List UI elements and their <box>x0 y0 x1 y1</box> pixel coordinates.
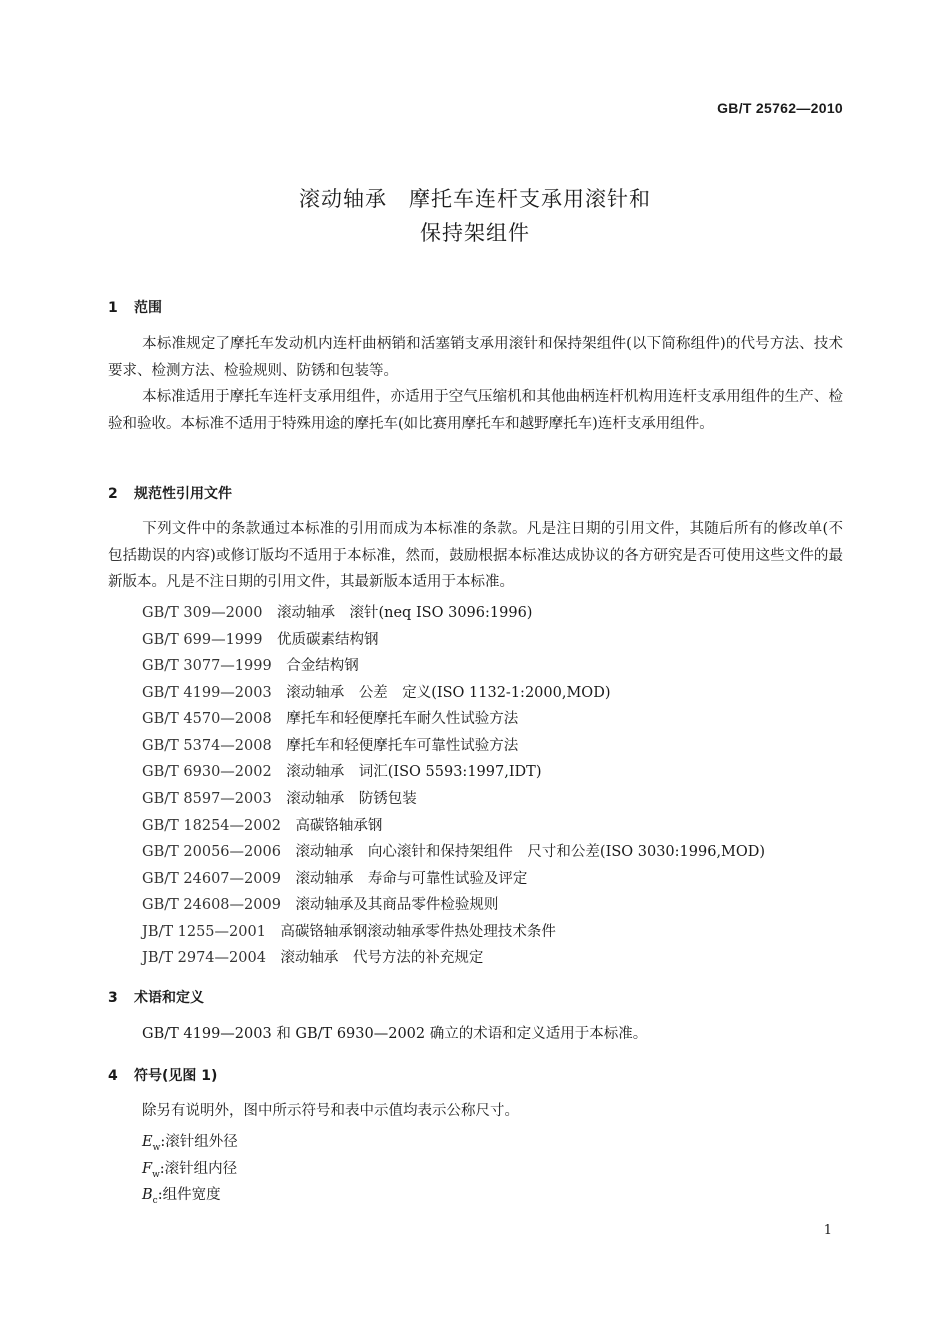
reference-item: JB/T 2974—2004 滚动轴承 代号方法的补充规定 <box>142 950 484 966</box>
section-title: 规范性引用文件 <box>134 486 232 502</box>
section-1-paragraph-2: 本标准适用于摩托车连杆支承用组件，亦适用于空气压缩机和其他曲柄连杆机构用连杆支承用组件的生产、检验和验收。本标准不适用于特殊用途的摩托车(如比赛用摩托车和越野摩托车)连杆支承用组件。 <box>108 389 843 432</box>
reference-item: GB/T 6930—2002 滚动轴承 词汇(ISO 5593:1997,IDT) <box>142 764 542 780</box>
section-number: 2 <box>108 486 118 502</box>
section-4-paragraph-1: 除另有说明外，图中所示符号和表中示值均表示公称尺寸。 <box>142 1103 519 1119</box>
symbol-definition: $B_c$:组件宽度 <box>142 1187 221 1206</box>
reference-item: GB/T 24608—2009 滚动轴承及其商品零件检验规则 <box>142 897 499 913</box>
section-1-paragraph-1: 本标准规定了摩托车发动机内连杆曲柄销和活塞销支承用滚针和保持架组件(以下简称组件)的代号方法、技术要求、检测方法、检验规则、防锈和包装等。 <box>108 336 843 379</box>
symbol-definition: $F_w$:滚针组内径 <box>142 1161 238 1180</box>
reference-item: GB/T 20056—2006 滚动轴承 向心滚针和保持架组件 尺寸和公差(ISO 3030:1996,MOD) <box>142 844 766 860</box>
section-2-paragraph-1: 下列文件中的条款通过本标准的引用而成为本标准的条款。凡是注日期的引用文件，其随后所有的修改单(不包括勘误的内容)或修订版均不适用于本标准，然而，鼓励根据本标准达成协议的各方研究是否可使用这些文件的最新版本。凡是不注日期的引用文件，其最新版本适用于本标准。 <box>108 521 843 590</box>
section-2-heading <box>108 483 232 503</box>
reference-item: GB/T 699—1999 优质碳素结构钢 <box>142 632 379 648</box>
section-4-heading <box>108 1065 217 1085</box>
symbol-definition: $E_w$:滚针组外径 <box>142 1134 238 1153</box>
section-number: 4 <box>108 1068 118 1084</box>
section-title: 符号(见图 1) <box>134 1068 218 1084</box>
section-1-heading <box>108 297 162 317</box>
section-title: 范围 <box>134 300 162 316</box>
reference-item: GB/T 4199—2003 滚动轴承 公差 定义(ISO 1132-1:2000,MOD) <box>142 685 611 701</box>
reference-item: GB/T 18254—2002 高碳铬轴承钢 <box>142 818 383 834</box>
section-number: 1 <box>108 300 118 316</box>
document-title-line-2: 保持架组件 <box>420 221 530 245</box>
page-number: 1 <box>823 1223 832 1238</box>
standard-number: GB/T 25762—2010 <box>717 100 843 116</box>
section-number: 3 <box>108 990 118 1006</box>
section-3-paragraph-1: GB/T 4199—2003 和 GB/T 6930—2002 确立的术语和定义适用于本标准。 <box>142 1026 648 1042</box>
reference-item: GB/T 8597—2003 滚动轴承 防锈包装 <box>142 791 417 807</box>
reference-item: JB/T 1255—2001 高碳铬轴承钢滚动轴承零件热处理技术条件 <box>142 924 556 940</box>
reference-item: GB/T 3077—1999 合金结构钢 <box>142 658 359 674</box>
document-title-line-1: 滚动轴承 摩托车连杆支承用滚针和 <box>299 187 651 211</box>
reference-item: GB/T 4570—2008 摩托车和轻便摩托车耐久性试验方法 <box>142 711 519 727</box>
reference-item: GB/T 24607—2009 滚动轴承 寿命与可靠性试验及评定 <box>142 871 528 887</box>
reference-item: GB/T 309—2000 滚动轴承 滚针(neq ISO 3096:1996) <box>142 605 533 621</box>
reference-item: GB/T 5374—2008 摩托车和轻便摩托车可靠性试验方法 <box>142 738 519 754</box>
section-3-heading <box>108 987 204 1007</box>
section-title: 术语和定义 <box>134 990 204 1006</box>
